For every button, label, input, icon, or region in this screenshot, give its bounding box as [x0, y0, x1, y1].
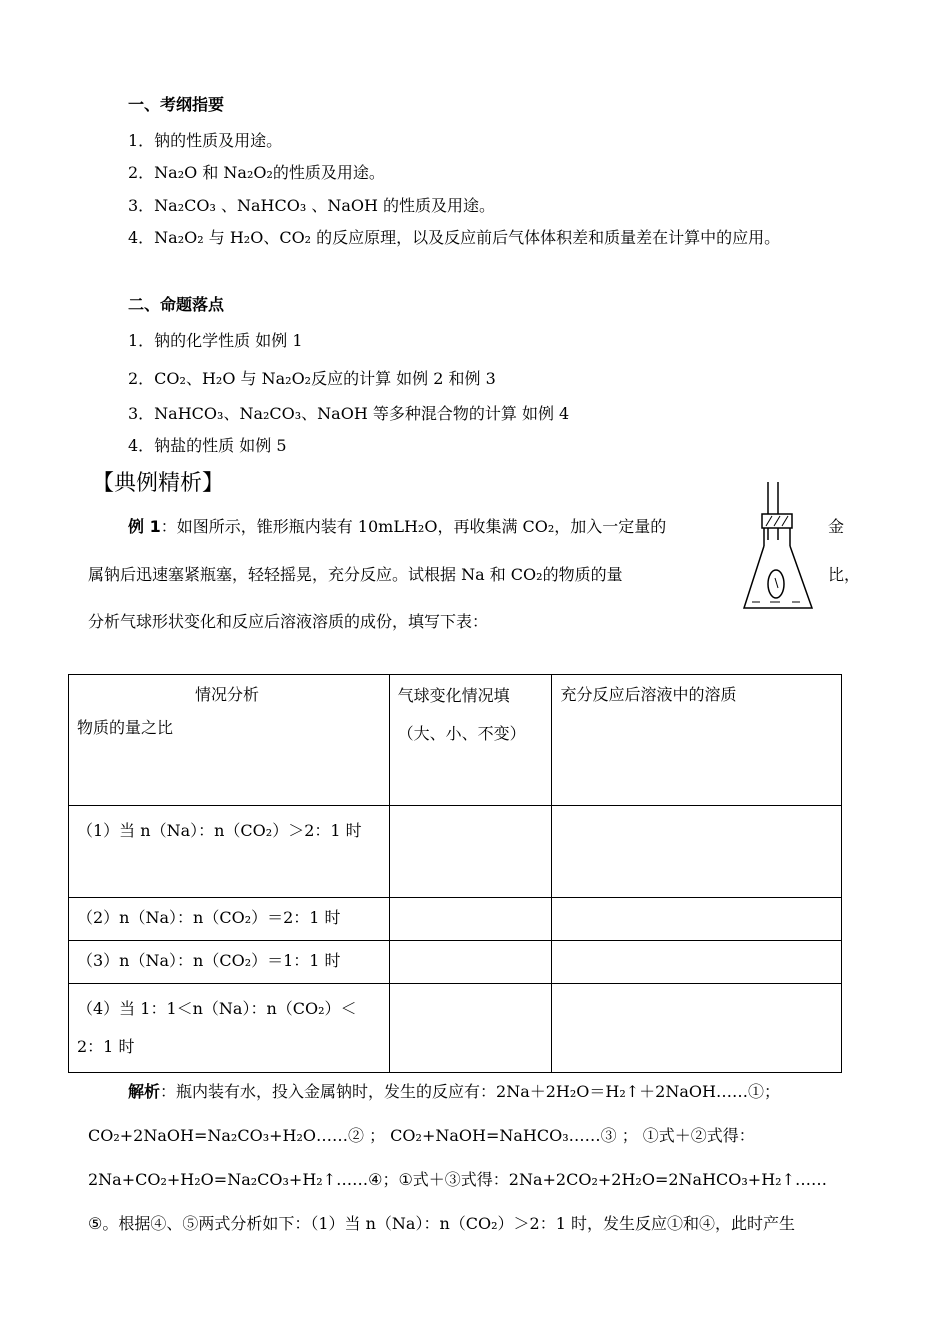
section2-item-3: 3．NaHCO₃、Na₂CO₃、NaOH 等多种混合物的计算 如例 4: [128, 404, 570, 423]
section2-item-1: 1．钠的化学性质 如例 1: [128, 331, 303, 350]
example1-line3: 分析气球形状变化和反应后溶液溶质的成份，填写下表：: [88, 612, 489, 631]
flask-diagram-icon: [740, 480, 820, 615]
section1-item-1: 1．钠的性质及用途。: [128, 131, 283, 150]
analysis-text: ：瓶内装有水，投入金属钠时，发生的反应有：2Na＋2H₂O＝H₂↑＋2NaOH……①；CO₂+2NaOH=Na₂CO₃+H₂O……② ； CO₂+NaOH=NaHCO₃……③ ； ①式＋②式得：2Na+CO₂+H₂O=Na₂CO₃+H₂↑……④；①式＋③式得：2Na+2CO₂+2H₂O=2NaHCO₃+H₂↑……⑤。根据④、⑤两式分析如下：（1）当 n（Na）：n（CO₂）＞2：1 时，发生反应①和④，此时产生: [88, 1082, 827, 1233]
example1-line2-end: 比，: [828, 565, 861, 584]
section2-item-2: 2．CO₂、H₂O 与 Na₂O₂反应的计算 如例 2 和例 3: [128, 369, 496, 388]
analysis-paragraph: [88, 1070, 852, 1246]
example1-label: 例 1: [128, 517, 161, 536]
header-cell-ratio: [69, 675, 390, 806]
section3-title: 【典例精析】: [92, 471, 225, 496]
header-cell-balloon: 气球变化情况填（大、小、不变）: [389, 675, 552, 806]
section1-item-2: 2．Na₂O 和 Na₂O₂的性质及用途。: [128, 163, 385, 182]
table-row: [69, 806, 842, 898]
row3-balloon[interactable]: [389, 941, 552, 984]
row2-solute[interactable]: [552, 898, 842, 941]
row4-balloon[interactable]: [389, 984, 552, 1073]
row1-ratio: （1）当 n（Na）：n（CO₂）＞2：1 时: [69, 806, 390, 898]
table-header-row: [69, 675, 842, 806]
example1-line2: 属钠后迅速塞紧瓶塞，轻轻摇晃，充分反应。试根据 Na 和 CO₂的物质的量: [88, 565, 623, 584]
section1-item-4: 4．Na₂O₂ 与 H₂O、CO₂ 的反应原理，以及反应前后气体体积差和质量差在计算中的应用。: [128, 228, 781, 247]
section1-item-3: 3．Na₂CO₃ 、NaHCO₃ 、NaOH 的性质及用途。: [128, 196, 496, 215]
analysis-label: 解析: [128, 1082, 161, 1101]
header-ratio-line1: 情况分析: [195, 685, 260, 704]
section1-title: 一、考纲指要: [128, 95, 225, 114]
row1-balloon[interactable]: [389, 806, 552, 898]
row3-ratio: （3）n（Na）：n（CO₂）＝1：1 时: [69, 941, 390, 984]
table-row: [69, 984, 842, 1073]
row4-solute[interactable]: [552, 984, 842, 1073]
example1-line1-text: ：如图所示，锥形瓶内装有 10mLH₂O，再收集满 CO₂，加入一定量的: [160, 517, 667, 536]
example1-line1: [128, 514, 666, 537]
header-cell-solute: 充分反应后溶液中的溶质: [552, 675, 842, 806]
row3-solute[interactable]: [552, 941, 842, 984]
table-row: [69, 898, 842, 941]
section2-title: 二、命题落点: [128, 295, 225, 314]
analysis-table: [68, 674, 842, 1073]
example1-line1-end: 金: [828, 517, 845, 536]
row2-ratio: （2）n（Na）：n（CO₂）＝2：1 时: [69, 898, 390, 941]
table-row: [69, 941, 842, 984]
section2-item-4: 4．钠盐的性质 如例 5: [128, 436, 287, 455]
row1-solute[interactable]: [552, 806, 842, 898]
row2-balloon[interactable]: [389, 898, 552, 941]
row4-ratio: （4）当 1：1＜n（Na）：n（CO₂）＜2：1 时: [69, 984, 390, 1073]
header-ratio-line2: 物质的量之比: [77, 718, 174, 737]
